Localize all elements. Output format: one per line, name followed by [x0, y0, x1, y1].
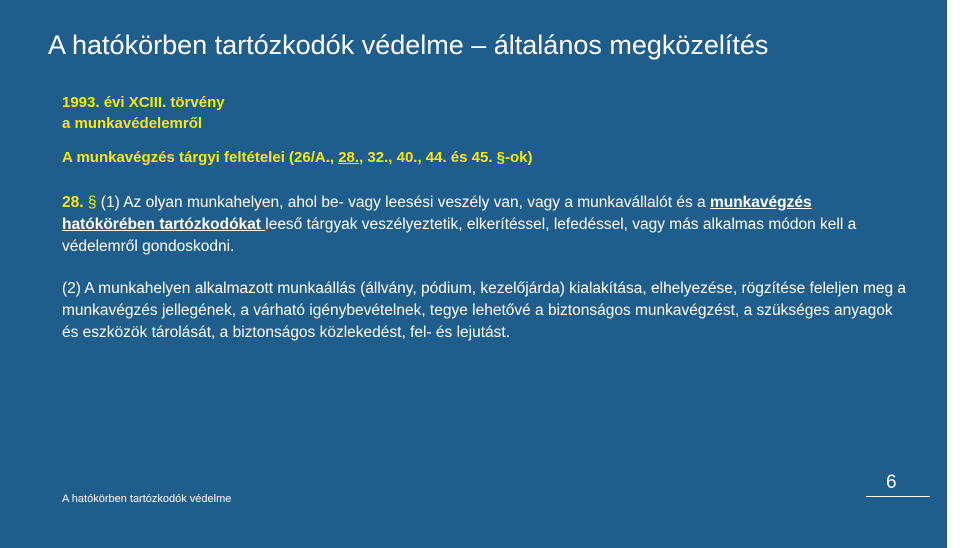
paragraph-2: (2) A munkahelyen alkalmazott munkaállás (állvány, pódium, kezelőjárda) kialakítása, elhelyezése, rögzítése feleljen meg a munkavégzés jellegének, a várható igénybevételnek, tegye lehetővé a biztonságos munkavégzést, a szükséges anyagok és eszközök tárolását, a biztonságos közlekedést, fel- és lejutást. — [62, 280, 907, 341]
paragraph-1-highlight: munkavégzés hatókörében tartózkodókat — [62, 194, 812, 233]
slide-title: A hatókörben tartózkodók védelme – általános megközelítés — [48, 30, 769, 60]
section-number: 28. — [62, 194, 84, 211]
conditions-heading — [62, 149, 533, 166]
law-title-line2: a munkavédelemről — [62, 115, 203, 132]
paragraph-1-text-after: leeső tárgyak veszélyeztetik, elkerítéssel, lefedéssel, vagy más alkalmas módon kell a védelemről gondoskodni. — [62, 216, 857, 255]
conditions-suffix: , 32., 40., 44. és 45. §-ok) — [359, 149, 533, 166]
section-sign: § — [87, 194, 97, 211]
paragraph-1 — [62, 192, 907, 258]
page-number-rule — [866, 496, 930, 497]
section-28-link[interactable]: 28. — [338, 149, 360, 166]
paragraph-1-text-before: (1) Az olyan munkahelyen, ahol be- vagy leesési veszély van, vagy a munkavállalót és a — [96, 194, 710, 211]
right-margin-strip — [947, 0, 960, 548]
law-title-line1: 1993. évi XCIII. törvény — [62, 94, 225, 111]
conditions-prefix: A munkavégzés tárgyi feltételei (26/A., — [62, 149, 339, 166]
page-number: 6 — [886, 472, 897, 493]
footer-text: A hatókörben tartózkodók védelme — [62, 493, 232, 505]
law-title — [62, 92, 225, 134]
